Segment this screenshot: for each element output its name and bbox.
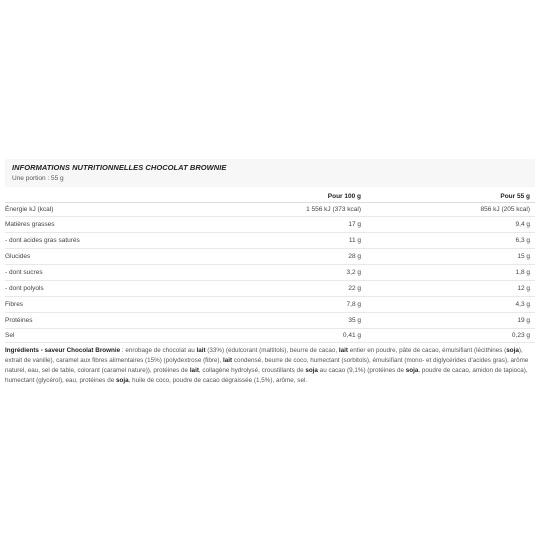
- allergen-soja: soja: [506, 347, 519, 354]
- ingredients-part: : enrobage de chocolat au: [120, 347, 197, 354]
- table-row: [5, 297, 535, 313]
- table-row: [5, 281, 535, 297]
- table-header-row: [5, 190, 535, 203]
- value-per55: 0,23 g: [361, 329, 535, 343]
- nutrient-label: Sel: [5, 329, 155, 343]
- nutrient-label: Glucides: [5, 249, 155, 265]
- value-per100: 17 g: [155, 217, 361, 233]
- table-row: [5, 313, 535, 329]
- value-per100: 1 556 kJ (373 kcal): [155, 203, 361, 217]
- table-row: [5, 265, 535, 281]
- nutrient-label: Énergie kJ (kcal): [5, 203, 155, 217]
- header-per100: Pour 100 g: [155, 190, 361, 203]
- nutrient-label: Protéines: [5, 313, 155, 329]
- allergen-soja: soja: [405, 367, 419, 374]
- value-per100: 22 g: [155, 281, 361, 297]
- ingredients-part: au cacao (9,1%) (protéines de: [317, 367, 406, 374]
- value-per100: 28 g: [155, 249, 361, 265]
- nutrition-header: [5, 159, 535, 187]
- ingredients-part: , huile de coco, poudre de cacao dégraissée (1,5%), arôme, sel.: [128, 377, 308, 384]
- value-per100: 0,41 g: [155, 329, 361, 343]
- allergen-soja: soja: [305, 367, 318, 374]
- allergen-lait: lait: [338, 347, 349, 354]
- nutrient-label: - dont sucres: [5, 265, 155, 281]
- value-per100: 3,2 g: [155, 265, 361, 281]
- table-row: [5, 217, 535, 233]
- header-per55: Pour 55 g: [361, 190, 535, 203]
- nutrition-panel: [5, 159, 535, 386]
- table-row: [5, 249, 535, 265]
- nutrition-table: [5, 190, 535, 343]
- value-per55: 19 g: [361, 313, 535, 329]
- ingredients-part: condensé, beurre de coco, humectant (sorbitols), émulsifiant (mono- et diglycérides d'acides gras), arôme naturel, eau, sel de table, colorant (caramel nature)), protéines de: [5, 357, 529, 374]
- ingredients-part: , poudre de cacao, amidon de tapioca), humectant (glycérol), eau, protéines de: [5, 367, 528, 384]
- ingredients-part: (33%) (édulcorant (maltitols), beurre de cacao,: [205, 347, 339, 354]
- value-per55: 12 g: [361, 281, 535, 297]
- nutrition-title: INFORMATIONS NUTRITIONNELLES CHOCOLAT BROWNIE: [12, 163, 227, 172]
- value-per55: 6,3 g: [361, 233, 535, 249]
- table-row: [5, 329, 535, 343]
- value-per55: 9,4 g: [361, 217, 535, 233]
- allergen-lait: lait: [189, 367, 199, 374]
- nutrition-table-body: [5, 203, 535, 343]
- allergen-lait: lait: [196, 347, 206, 354]
- value-per55: 15 g: [361, 249, 535, 265]
- ingredients-label: Ingrédients - saveur Chocolat Brownie: [5, 347, 121, 354]
- ingredients-part: , collagène hydrolysé, croustillants de: [198, 367, 306, 374]
- value-per100: 7,8 g: [155, 297, 361, 313]
- nutrient-label: Fibres: [5, 297, 155, 313]
- portion-size: Une portion : 55 g: [12, 175, 64, 182]
- ingredients-text: [5, 346, 535, 386]
- header-label-cell: [5, 190, 155, 203]
- nutrient-label: - dont acides gras saturés: [5, 233, 155, 249]
- nutrient-label: - dont polyols: [5, 281, 155, 297]
- ingredients-part: ), extrait de vanille), caramel aux fibres alimentaires (15%) (polydextrose (fibre),: [5, 347, 523, 364]
- allergen-lait: lait: [223, 357, 233, 364]
- value-per100: 11 g: [155, 233, 361, 249]
- value-per55: 856 kJ (205 kcal): [361, 203, 535, 217]
- nutrient-label: Matières grasses: [5, 217, 155, 233]
- table-row: [5, 203, 535, 217]
- value-per55: 4,3 g: [361, 297, 535, 313]
- value-per55: 1,8 g: [361, 265, 535, 281]
- value-per100: 35 g: [155, 313, 361, 329]
- allergen-soja: soja: [115, 377, 129, 384]
- table-row: [5, 233, 535, 249]
- ingredients-part: entier en poudre, pâte de cacao, émulsifiant (lécithines (: [348, 347, 507, 354]
